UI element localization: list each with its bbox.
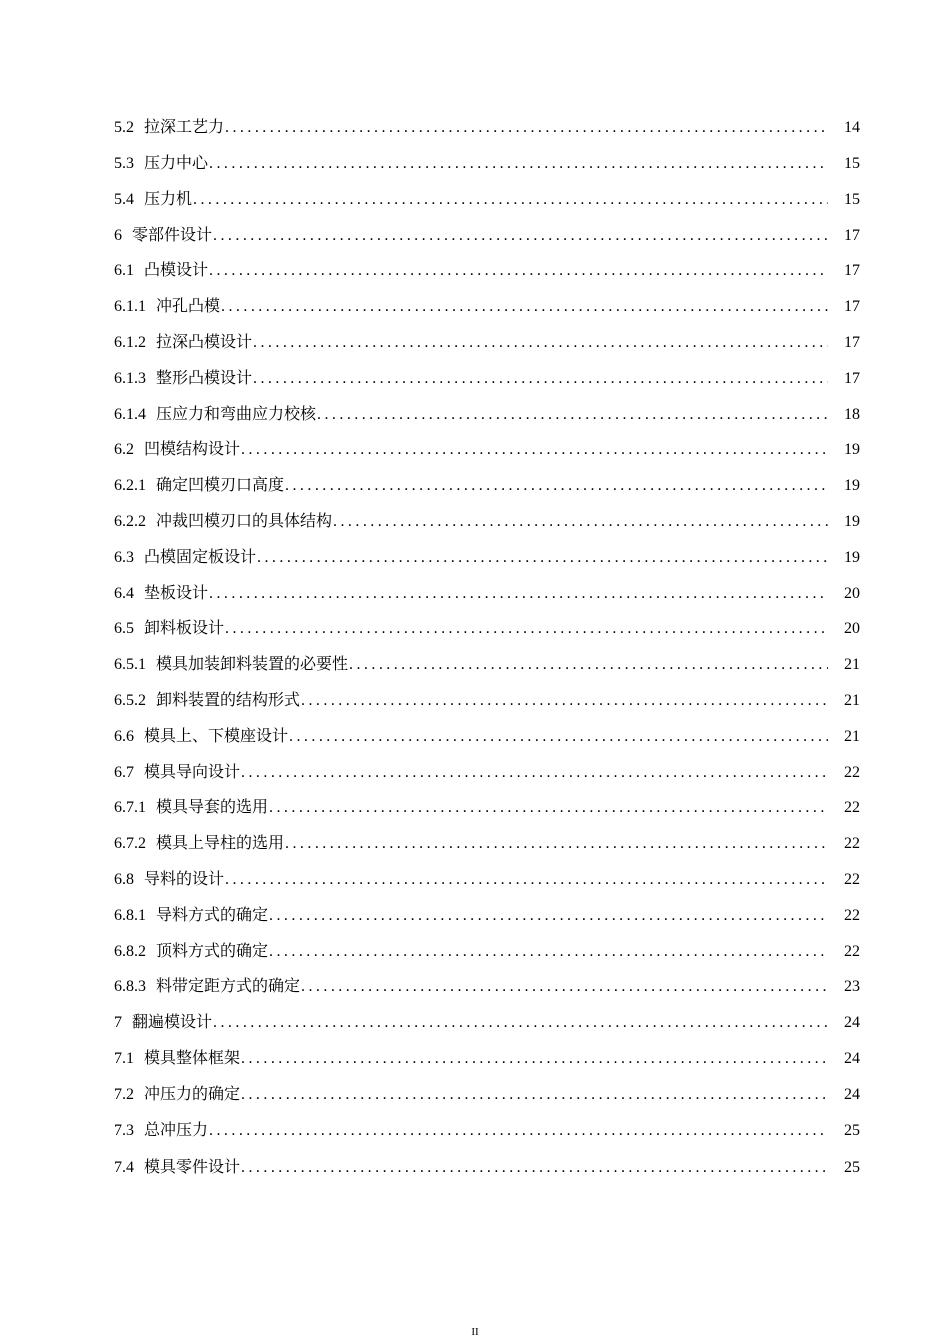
- toc-entry-title: 模具导套的选用: [156, 799, 269, 817]
- toc-entry-number: 7.3: [114, 1121, 134, 1139]
- toc-entry-page: 22: [844, 906, 860, 924]
- toc-entry[interactable]: [114, 938, 860, 974]
- toc-dot-leader: [241, 1159, 828, 1177]
- toc-entry-page: 24: [844, 1014, 860, 1032]
- toc-entry[interactable]: [114, 472, 860, 508]
- toc-entry-number: 6.7.2: [114, 835, 146, 853]
- toc-dot-leader: [193, 191, 828, 209]
- toc-entry[interactable]: [114, 651, 860, 687]
- toc-entry-page: 17: [844, 298, 860, 316]
- toc-entry-number: 5.3: [114, 155, 134, 172]
- toc-entry-page: 25: [844, 1159, 860, 1177]
- toc-entry[interactable]: [114, 222, 860, 258]
- toc-dot-leader: [317, 406, 828, 424]
- toc-entry[interactable]: [114, 1081, 860, 1117]
- toc-entry[interactable]: [114, 508, 860, 544]
- toc-entry[interactable]: [114, 186, 860, 222]
- toc-entry-page: 19: [844, 477, 860, 495]
- toc-dot-leader: [257, 549, 828, 567]
- toc-entry[interactable]: [114, 794, 860, 830]
- toc-entry-number: 6.1: [114, 262, 134, 280]
- toc-entry-title: 拉深凸模设计: [156, 333, 253, 351]
- toc-entry[interactable]: [114, 973, 860, 1009]
- toc-entry[interactable]: [114, 615, 860, 651]
- toc-entry-page: 21: [844, 727, 860, 745]
- toc-entry-title: 凹模结构设计: [144, 441, 241, 459]
- toc-entry[interactable]: [114, 329, 860, 365]
- toc-entry-page: 21: [844, 656, 860, 674]
- toc-entry-number: 6.2: [114, 441, 134, 459]
- toc-entry-page: 24: [844, 1049, 860, 1067]
- toc-entry-title: 凸模固定板设计: [144, 548, 257, 566]
- toc-entry-page: 15: [844, 190, 860, 208]
- toc-dot-leader: [301, 692, 828, 710]
- toc-entry-title: 模具整体框架: [144, 1049, 241, 1067]
- toc-dot-leader: [209, 262, 828, 280]
- toc-entry-page: 18: [844, 405, 860, 423]
- toc-entry-title: 拉深工艺力: [144, 119, 225, 136]
- toc-entry-title: 垫板设计: [144, 584, 209, 602]
- toc-entry-number: 7: [114, 1014, 122, 1032]
- toc-dot-leader: [241, 1050, 828, 1068]
- toc-entry-page: 17: [844, 226, 860, 244]
- toc-entry[interactable]: [114, 687, 860, 723]
- toc-entry-number: 6.4: [114, 584, 134, 602]
- toc-entry-page: 14: [844, 119, 860, 136]
- toc-entry-number: 6.7: [114, 763, 134, 781]
- toc-entry-title: 压力中心: [144, 155, 209, 172]
- toc-entry-title: 整形凸模设计: [156, 369, 253, 387]
- toc-entry-page: 22: [844, 870, 860, 888]
- toc-dot-leader: [225, 871, 828, 889]
- toc-entry-page: 22: [844, 835, 860, 853]
- toc-dot-leader: [213, 227, 828, 245]
- toc-entry-title: 导料方式的确定: [156, 906, 269, 924]
- toc-entry-title: 压应力和弯曲应力校核: [156, 405, 317, 423]
- toc-entry[interactable]: [114, 436, 860, 472]
- toc-entry-number: 6.3: [114, 548, 134, 566]
- toc-dot-leader: [209, 155, 828, 173]
- toc-entry-number: 5.2: [114, 119, 134, 136]
- toc-entry-title: 模具零件设计: [144, 1159, 241, 1177]
- toc-entry[interactable]: [114, 580, 860, 616]
- toc-entry[interactable]: [114, 723, 860, 759]
- toc-dot-leader: [285, 477, 828, 495]
- toc-entry-title: 模具加装卸料装置的必要性: [156, 656, 349, 674]
- toc-entry[interactable]: [114, 401, 860, 437]
- toc-dot-leader: [269, 799, 828, 817]
- toc-entry-number: 6.7.1: [114, 799, 146, 817]
- toc-entry-number: 6.5.2: [114, 691, 146, 709]
- toc-entry-title: 顶料方式的确定: [156, 942, 269, 960]
- toc-entry[interactable]: [114, 1045, 860, 1081]
- toc-entry-title: 卸料装置的结构形式: [156, 691, 301, 709]
- toc-dot-leader: [269, 943, 828, 961]
- toc-entry-number: 6.8.2: [114, 942, 146, 960]
- toc-entry-title: 卸料板设计: [144, 620, 225, 638]
- toc-entry-title: 冲裁凹模刃口的具体结构: [156, 512, 333, 530]
- toc-entry-page: 25: [844, 1121, 860, 1139]
- toc-dot-leader: [221, 298, 828, 316]
- toc-entry-page: 19: [844, 548, 860, 566]
- toc-dot-leader: [209, 1122, 828, 1140]
- toc-entry-page: 17: [844, 333, 860, 351]
- toc-dot-leader: [301, 978, 828, 996]
- toc-entry-number: 5.4: [114, 190, 134, 208]
- toc-dot-leader: [253, 370, 828, 388]
- toc-entry[interactable]: [114, 150, 860, 186]
- toc-dot-leader: [213, 1014, 828, 1032]
- toc-entry-page: 15: [844, 155, 860, 172]
- toc-dot-leader: [349, 656, 828, 674]
- toc-dot-leader: [225, 620, 828, 638]
- toc-dot-leader: [333, 513, 828, 531]
- toc-entry-page: 17: [844, 262, 860, 280]
- toc-entry-number: 6.8.1: [114, 906, 146, 924]
- toc-entry-page: 23: [844, 978, 860, 996]
- toc-dot-leader: [209, 585, 828, 603]
- toc-entry-number: 6.6: [114, 727, 134, 745]
- toc-entry-page: 20: [844, 620, 860, 638]
- toc-entry[interactable]: [114, 902, 860, 938]
- page-number: II: [471, 1326, 479, 1338]
- toc-entry-title: 模具导向设计: [144, 763, 241, 781]
- toc-entry-number: 6.5: [114, 620, 134, 638]
- toc-entry[interactable]: [114, 1009, 860, 1045]
- toc-entry[interactable]: [114, 114, 860, 150]
- toc-entry[interactable]: [114, 365, 860, 401]
- toc-dot-leader: [241, 1086, 828, 1104]
- toc-entry-title: 冲压力的确定: [144, 1085, 241, 1103]
- toc-dot-leader: [241, 764, 828, 782]
- toc-dot-leader: [241, 441, 828, 459]
- toc-entry[interactable]: [114, 830, 860, 866]
- toc-entry[interactable]: [114, 257, 860, 293]
- toc-dot-leader: [253, 334, 828, 352]
- toc-entry-page: 24: [844, 1085, 860, 1103]
- toc-entry-title: 凸模设计: [144, 262, 209, 280]
- toc-entry-number: 7.4: [114, 1159, 134, 1177]
- toc-entry[interactable]: [114, 759, 860, 795]
- toc-entry-title: 零部件设计: [132, 226, 213, 244]
- toc-entry-number: 6.5.1: [114, 656, 146, 674]
- table-of-contents: [114, 114, 860, 1190]
- toc-entry-page: 19: [844, 441, 860, 459]
- toc-dot-leader: [269, 907, 828, 925]
- toc-entry-number: 6.2.1: [114, 477, 146, 495]
- toc-entry-title: 压力机: [144, 190, 193, 208]
- toc-entry-number: 6.1.1: [114, 298, 146, 316]
- toc-entry[interactable]: [114, 1154, 860, 1190]
- toc-entry-title: 模具上、下模座设计: [144, 727, 289, 745]
- toc-entry-title: 总冲压力: [144, 1121, 209, 1139]
- toc-dot-leader: [225, 119, 828, 137]
- toc-entry-title: 冲孔凸模: [156, 298, 221, 316]
- toc-entry-number: 6.1.3: [114, 369, 146, 387]
- toc-entry-page: 22: [844, 942, 860, 960]
- toc-entry-number: 6.2.2: [114, 512, 146, 530]
- toc-entry-number: 6.8.3: [114, 978, 146, 996]
- toc-entry-number: 7.2: [114, 1085, 134, 1103]
- toc-entry-title: 确定凹模刃口高度: [156, 477, 285, 495]
- toc-entry-number: 7.1: [114, 1049, 134, 1067]
- toc-entry-page: 21: [844, 691, 860, 709]
- toc-dot-leader: [285, 835, 828, 853]
- toc-entry[interactable]: [114, 866, 860, 902]
- toc-entry-title: 料带定距方式的确定: [156, 978, 301, 996]
- toc-entry[interactable]: [114, 1117, 860, 1153]
- toc-entry-page: 19: [844, 512, 860, 530]
- toc-entry-title: 模具上导柱的选用: [156, 835, 285, 853]
- toc-entry[interactable]: [114, 544, 860, 580]
- toc-entry-number: 6.8: [114, 870, 134, 888]
- toc-entry-title: 翻遍模设计: [132, 1014, 213, 1032]
- toc-entry-number: 6: [114, 226, 122, 244]
- toc-dot-leader: [289, 728, 828, 746]
- toc-entry-number: 6.1.2: [114, 333, 146, 351]
- toc-entry-number: 6.1.4: [114, 405, 146, 423]
- toc-entry-page: 17: [844, 369, 860, 387]
- toc-entry-page: 20: [844, 584, 860, 602]
- toc-entry-page: 22: [844, 763, 860, 781]
- toc-entry-page: 22: [844, 799, 860, 817]
- toc-entry[interactable]: [114, 293, 860, 329]
- toc-entry-title: 导料的设计: [144, 870, 225, 888]
